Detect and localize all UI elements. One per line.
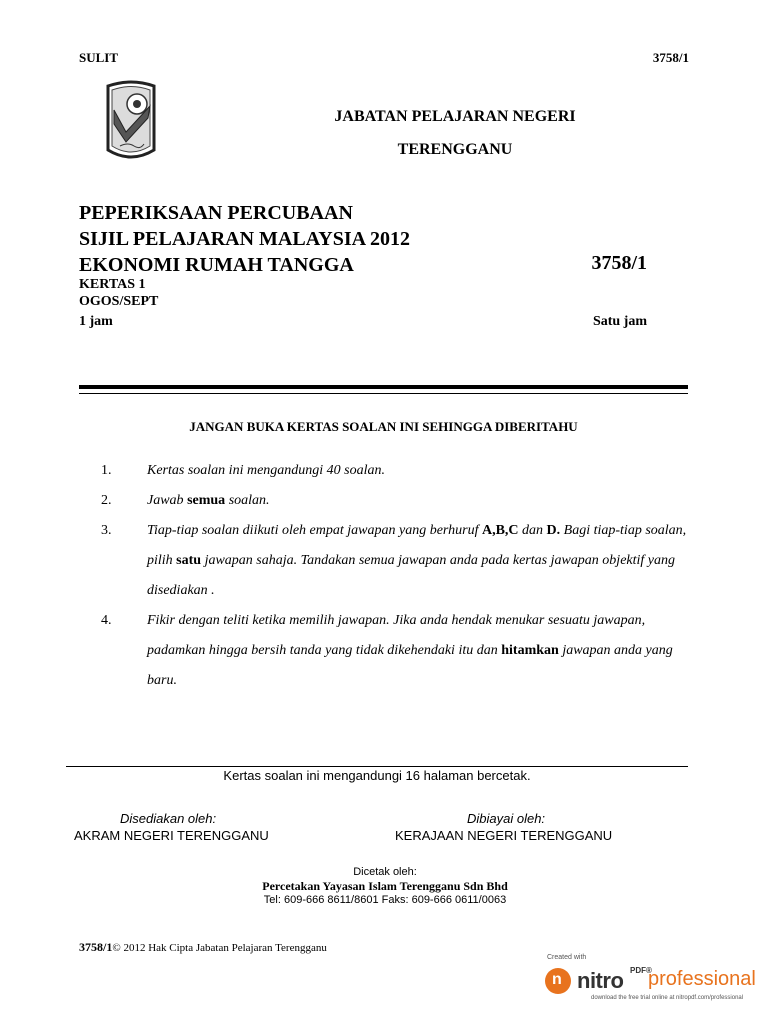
duration-words: Satu jam — [592, 314, 647, 329]
instruction-emphasis: D. — [546, 523, 561, 538]
instruction-text: dan — [518, 523, 547, 538]
instruction-number: 4. — [101, 613, 112, 628]
instruction-text: Bagi tiap-tiap soalan, pilih — [147, 523, 687, 568]
prepared-by-label: Disediakan oleh: — [120, 811, 217, 826]
exam-month: OGOS/SEPT — [79, 294, 159, 309]
department-state: TERENGGANU — [397, 141, 513, 158]
printer-name: Percetakan Yayasan Islam Terengganu Sdn Bhd — [262, 879, 508, 893]
funded-by-label: Dibiayai oleh: — [467, 811, 546, 826]
instruction-text: Jawab — [147, 493, 188, 508]
instruction-item — [79, 516, 688, 606]
instruction-text: jawapan sahaja. Tandakan semua jawapan anda pada kertas jawapan objektif yang disediakan . — [147, 553, 675, 598]
classification-label: SULIT — [79, 50, 119, 65]
instruction-emphasis: satu — [176, 553, 202, 568]
copyright-notice — [79, 940, 327, 955]
paper-code-header: 3758/1 — [652, 50, 689, 65]
instruction-emphasis: semua — [187, 493, 226, 508]
watermark-brand: nitro — [577, 968, 624, 993]
page-count-note: Kertas soalan ini mengandungi 16 halaman bercetak. — [223, 768, 531, 783]
instruction-text: soalan. — [225, 493, 270, 508]
instruction-number: 1. — [101, 463, 112, 478]
footer-divider — [66, 766, 688, 767]
instructions-list — [79, 456, 688, 696]
footer-code: 3758/1 — [79, 940, 113, 954]
instruction-text: jawapan anda yang baru. — [147, 643, 673, 688]
instruction-item — [79, 456, 688, 486]
instruction-number: 2. — [101, 493, 112, 508]
divider-thick — [79, 385, 688, 389]
crest-logo — [104, 80, 158, 162]
instruction-emphasis: A,B,C — [481, 523, 519, 538]
exam-title: PEPERIKSAAN PERCUBAAN — [79, 202, 353, 224]
watermark-pdf: PDF® — [630, 966, 652, 975]
exam-subject: EKONOMI RUMAH TANGGA — [79, 254, 354, 276]
watermark-product: professional — [648, 968, 756, 990]
instruction-number: 3. — [101, 523, 112, 538]
watermark-tagline: download the free trial online at nitropdf.com/professional — [591, 995, 744, 1001]
instruction-emphasis: hitamkan — [501, 643, 559, 658]
exam-certificate: SIJIL PELAJARAN MALAYSIA 2012 — [79, 228, 410, 250]
prepared-by-name: AKRAM NEGERI TERENGGANU — [74, 828, 269, 843]
nitro-logo-icon: n — [545, 968, 571, 994]
duration: 1 jam — [79, 314, 113, 329]
department-name: JABATAN PELAJARAN NEGERI — [334, 108, 576, 125]
copyright-text: © 2012 Hak Cipta Jabatan Pelajaran Terengganu — [112, 942, 327, 954]
funded-by-name: KERAJAAN NEGERI TERENGGANU — [395, 828, 613, 843]
subject-code: 3758/1 — [591, 252, 647, 274]
instruction-text: Tiap-tiap soalan diikuti oleh empat jawapan yang berhuruf — [147, 523, 482, 538]
instruction-text: Fikir dengan teliti ketika memilih jawapan. Jika anda hendak menukar sesuatu jawapan, padamkan hingga bersih tanda yang tidak dikehendaki itu dan — [147, 613, 646, 658]
instruction-text: Kertas soalan ini mengandungi 40 soalan. — [147, 463, 386, 478]
watermark-created-with: Created with — [547, 954, 587, 961]
printer-contact: Tel: 609-666 8611/8601 Faks: 609-666 0611/0063 — [263, 894, 507, 906]
paper-number: KERTAS 1 — [79, 277, 146, 292]
divider-thin — [79, 393, 688, 394]
instruction-item — [79, 486, 688, 516]
nitro-pdf-watermark — [545, 954, 765, 1004]
instruction-item — [79, 606, 688, 696]
do-not-open-warning: JANGAN BUKA KERTAS SOALAN INI SEHINGGA DIBERITAHU — [189, 419, 578, 434]
printed-by-label: Dicetak oleh: — [353, 866, 417, 878]
